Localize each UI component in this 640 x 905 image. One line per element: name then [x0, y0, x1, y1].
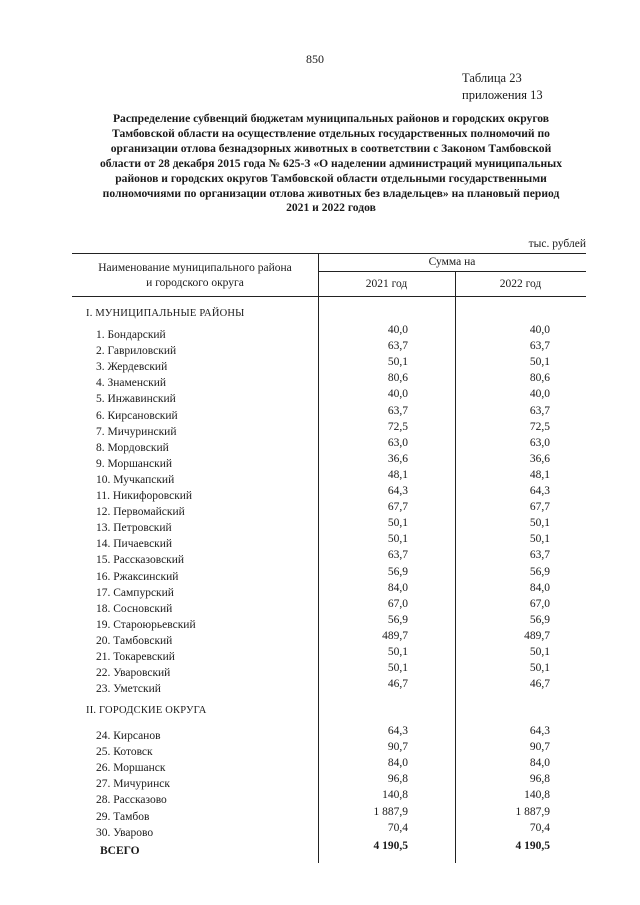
row-name: 27. Мичуринск	[96, 778, 170, 791]
value-2021: 84,0	[387, 581, 408, 594]
title-line: области от 28 декабря 2015 года № 625-З «О наделении администраций муниципальных	[99, 156, 563, 170]
value-2021: 50,1	[387, 646, 408, 658]
value-2022: 67,7	[529, 501, 550, 514]
section-title: II. ГОРОДСКИЕ ОКРУГА	[86, 705, 207, 716]
value-2021: 84,0	[387, 757, 408, 770]
title-line: 2021 и 2022 годов	[286, 201, 376, 215]
value-2021: 50,1	[387, 533, 408, 546]
value-2022: 84,0	[529, 581, 550, 594]
value-2021: 50,1	[387, 356, 408, 369]
row-name: 19. Староюрьевский	[96, 618, 196, 631]
value-2022: 46,7	[529, 678, 550, 691]
row-name: 20. Тамбовский	[96, 634, 173, 647]
row-name: 12. Первомайский	[96, 506, 185, 519]
value-2022: 140,8	[524, 789, 550, 802]
value-2022: 90,7	[529, 741, 550, 754]
row-name: 1. Бондарский	[96, 329, 166, 341]
row-name: 5. Инжавинский	[96, 393, 176, 406]
row-name: 25. Котовск	[96, 746, 153, 759]
value-2021: 64,3	[387, 725, 408, 737]
value-2022: 63,7	[529, 340, 550, 353]
total-2022: 4 190,5	[515, 840, 550, 852]
row-name: 14. Пичаевский	[96, 538, 173, 551]
row-name: 30. Уварово	[96, 826, 154, 839]
value-2022: 63,7	[529, 549, 550, 562]
row-name: 16. Ржаксинский	[96, 570, 179, 583]
row-name: 24. Кирсанов	[96, 730, 161, 742]
value-2022: 80,6	[529, 372, 550, 385]
sum-header-rule	[318, 271, 586, 272]
row-name: 4. Знаменский	[96, 377, 167, 390]
value-2021: 489,7	[382, 629, 408, 642]
value-2021: 56,9	[387, 565, 408, 578]
value-2021: 63,7	[387, 404, 408, 417]
value-2022: 40,0	[529, 324, 550, 336]
row-name: 28. Рассказово	[96, 794, 167, 807]
header-sum: Сумма на	[428, 256, 476, 268]
title-line: Тамбовской области на осуществление отдельных государственных полномочий по	[112, 126, 550, 140]
value-2021: 64,3	[387, 485, 408, 497]
row-name: 9. Моршанский	[96, 457, 173, 470]
value-2021: 67,0	[387, 597, 408, 610]
row-name: 13. Петровский	[96, 522, 172, 535]
value-2022: 489,7	[524, 629, 550, 642]
row-name: 11. Никифоровский	[96, 490, 193, 502]
value-2021: 140,8	[382, 789, 408, 802]
row-name: 21. Токаревский	[96, 651, 175, 663]
section-title: I. МУНИЦИПАЛЬНЫЕ РАЙОНЫ	[86, 308, 245, 319]
header-year-2022: 2022 год	[499, 278, 542, 290]
appendix-number: приложения 13	[462, 88, 543, 102]
value-2021: 56,9	[387, 613, 408, 626]
table-number: Таблица 23	[462, 71, 522, 85]
value-2021: 96,8	[387, 773, 408, 786]
value-2022: 56,9	[529, 613, 550, 626]
value-2022: 40,0	[529, 388, 550, 401]
total-2021: 4 190,5	[373, 840, 408, 852]
title-line: полномочиями по организации отлова животных без владельцев» на плановый период	[102, 186, 560, 200]
title-line: Распределение субвенций бюджетам муниципальных районов и городских округов	[112, 112, 550, 125]
value-2022: 50,1	[529, 662, 550, 675]
row-name: 10. Мучкапский	[96, 473, 175, 486]
value-2022: 70,4	[529, 821, 550, 834]
row-name: 8. Мордовский	[96, 441, 169, 454]
value-2022: 63,7	[529, 404, 550, 417]
row-name: 18. Сосновский	[96, 602, 173, 615]
value-2021: 40,0	[387, 324, 408, 336]
value-2022: 48,1	[529, 468, 550, 481]
row-name: 22. Уваровский	[96, 667, 171, 680]
value-2021: 90,7	[387, 741, 408, 754]
units-label: тыс. рублей	[528, 238, 586, 250]
value-2022: 56,9	[529, 565, 550, 578]
row-name: 7. Мичуринский	[96, 425, 177, 438]
row-name: 17. Сампурский	[96, 586, 174, 599]
value-2021: 36,6	[387, 452, 408, 465]
row-name: 2. Гавриловский	[96, 345, 177, 358]
value-2022: 96,8	[529, 773, 550, 786]
value-2022: 36,6	[529, 452, 550, 465]
value-2021: 1 887,9	[373, 805, 408, 818]
value-2022: 64,3	[529, 485, 550, 497]
header-name-line1: Наименование муниципального района	[98, 262, 292, 274]
value-2021: 80,6	[387, 372, 408, 385]
value-2021: 48,1	[387, 468, 408, 481]
value-2022: 50,1	[529, 356, 550, 369]
row-name: 23. Уметский	[96, 683, 161, 696]
value-2022: 67,0	[529, 597, 550, 610]
value-2021: 40,0	[387, 388, 408, 401]
value-2022: 50,1	[529, 533, 550, 546]
row-name: 3. Жердевский	[96, 361, 168, 374]
title-line: организации отлова безнадзорных животных в соответствии с Законом Тамбовской	[110, 141, 552, 155]
value-2021: 63,7	[387, 549, 408, 562]
value-2022: 1 887,9	[515, 805, 550, 818]
value-2022: 72,5	[529, 420, 550, 433]
value-2022: 50,1	[529, 646, 550, 658]
table-row	[0, 678, 640, 699]
row-name: 15. Рассказовский	[96, 554, 185, 567]
header-bottom-rule	[72, 296, 586, 297]
title-line: районов и городских округов Тамбовской области отдельными государственными	[115, 171, 547, 185]
value-2022: 84,0	[529, 757, 550, 770]
page-number: 850	[306, 52, 324, 66]
total-label: ВСЕГО	[100, 845, 140, 857]
row-name: 26. Моршанск	[96, 762, 166, 775]
row-name: 29. Тамбов	[96, 810, 150, 823]
value-2021: 50,1	[387, 662, 408, 675]
document-title	[78, 112, 584, 216]
row-name: 6. Кирсановский	[96, 409, 178, 422]
header-year-2021: 2021 год	[365, 278, 408, 290]
value-2022: 64,3	[529, 725, 550, 737]
value-2022: 63,0	[529, 436, 550, 449]
value-2021: 46,7	[387, 678, 408, 691]
value-2021: 72,5	[387, 420, 408, 433]
value-2021: 63,7	[387, 340, 408, 353]
table-reference	[462, 70, 543, 104]
value-2021: 70,4	[387, 821, 408, 834]
header-name-line2: и городского округа	[146, 277, 244, 289]
value-2021: 63,0	[387, 436, 408, 449]
value-2021: 50,1	[387, 517, 408, 530]
value-2021: 67,7	[387, 501, 408, 514]
value-2022: 50,1	[529, 517, 550, 530]
table-top-rule	[72, 253, 586, 254]
